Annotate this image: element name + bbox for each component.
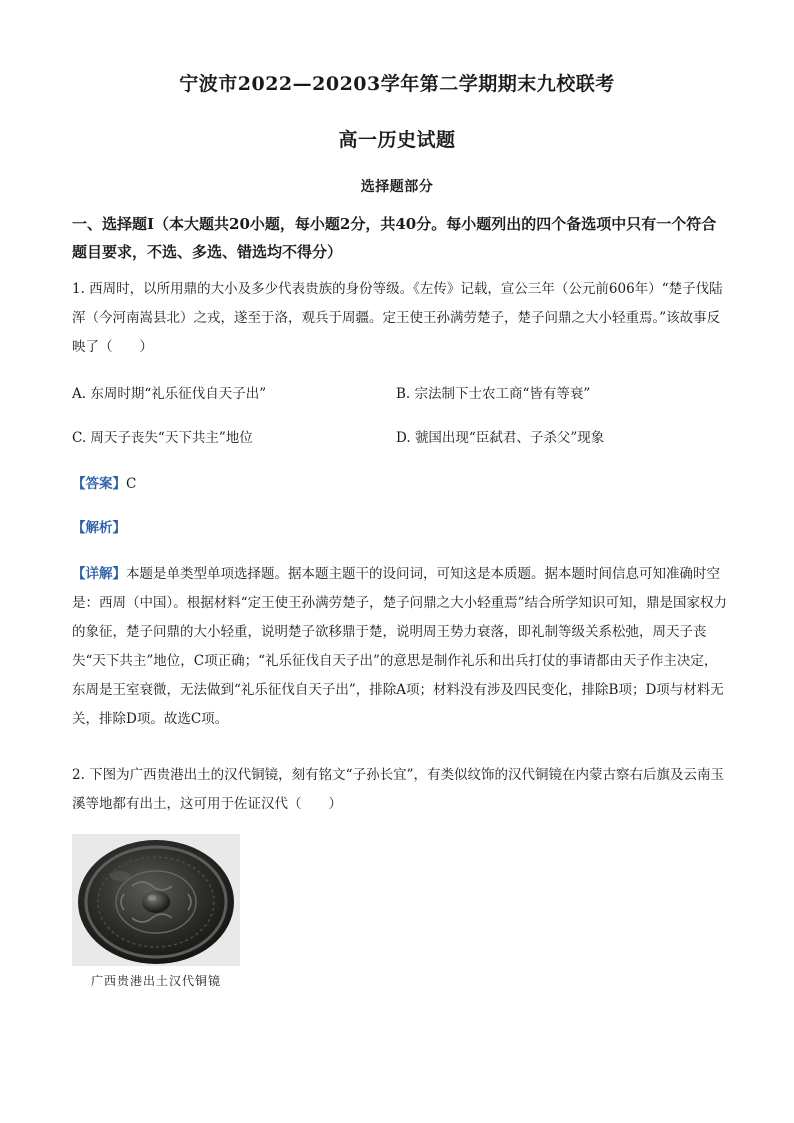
analysis-label: 【解析】 xyxy=(72,520,126,536)
answer-label: 【答案】 xyxy=(72,476,126,492)
answer-line xyxy=(72,472,136,492)
question-1-option-a: A. 东周时期“礼乐征伐自天子出” xyxy=(72,386,267,402)
image-caption: 广西贵港出土汉代铜镜 xyxy=(90,974,221,988)
question-1-option-d: D. 虢国出现“臣弑君、子杀父”现象 xyxy=(396,430,605,446)
detail-text: 本题是单类型单项选择题。据本题主题干的设问词，可知这是本质题。据本题时间信息可知准确时空是：西周（中国）。根据材料“定王使王孙满劳楚子，楚子问鼎之大小轻重焉”结合所学知识可知，鼎是国家权力的象征，楚子问鼎的大小轻重，说明楚子欲移鼎于楚，说明周王势力衰落，即礼制等级关系松弛，周天子丧失“天下共主”地位，C项正确；“礼乐征伐自天子出”的意思是制作礼乐和出兵打仗的事请都由天子作主决定，东周是王室衰微，无法做到“礼乐征伐自天子出”，排除A项；材料没有涉及四民变化，排除B项；D项与材料无关，排除D项。故选C项。 xyxy=(72,566,728,727)
detail-label: 【详解】 xyxy=(72,566,126,582)
part-heading: 选择题部分 xyxy=(360,179,434,195)
bronze-mirror-image xyxy=(72,834,240,966)
question-1-option-b: B. 宗法制下士农工商“皆有等衰” xyxy=(396,386,591,402)
question-1-option-c: C. 周天子丧失“天下共主”地位 xyxy=(72,430,253,446)
section-heading: 一、选择题Ⅰ（本大题共20小题，每小题2分，共40分。每小题列出的四个备选项中只有一个符合题目要求，不选、多选、错选均不得分） xyxy=(72,215,717,261)
analysis-line xyxy=(72,516,126,536)
exam-subtitle: 高一历史试题 xyxy=(338,129,456,151)
detail-paragraph xyxy=(72,560,728,734)
answer-value: C xyxy=(126,476,137,492)
mirror-picture xyxy=(72,834,240,966)
exam-title: 宁波市2022—20203学年第二学期期末九校联考 xyxy=(179,73,615,95)
question-2-stem: 2. 下图为广西贵港出土的汉代铜镜，刻有铭文“子孙长宜”，有类似纹饰的汉代铜镜在内蒙古察右后旗及云南玉溪等地都有出土，这可用于佐证汉代（ ） xyxy=(72,767,724,812)
question-1-stem: 1. 西周时，以所用鼎的大小及多少代表贵族的身份等级。《左传》记载，宣公三年（公元前606年）“楚子伐陆浑（今河南嵩县北）之戎，遂至于洛，观兵于周疆。定王使王孙满劳楚子，楚子问鼎之大小轻重焉。”该故事反映了（ ） xyxy=(72,281,723,355)
